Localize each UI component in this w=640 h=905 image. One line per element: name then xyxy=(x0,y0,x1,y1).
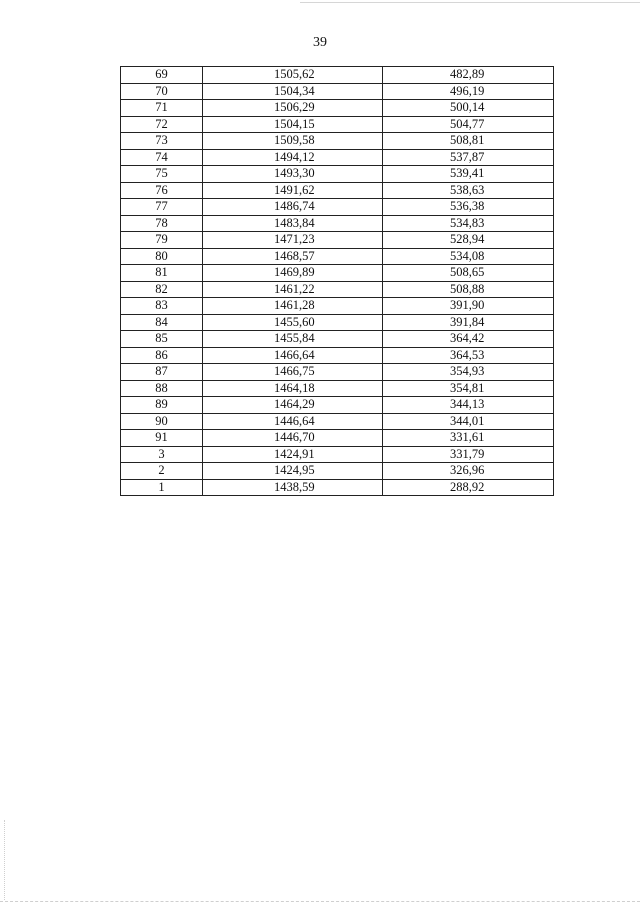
table-row xyxy=(121,67,554,84)
x-coordinate-cell: 1469,89 xyxy=(203,265,383,282)
point-number-cell: 88 xyxy=(121,380,203,397)
y-coordinate-cell: 354,93 xyxy=(383,364,554,381)
point-number-cell: 76 xyxy=(121,182,203,199)
table-row xyxy=(121,463,554,480)
table-row xyxy=(121,116,554,133)
point-number-cell: 79 xyxy=(121,232,203,249)
x-coordinate-cell: 1506,29 xyxy=(203,100,383,117)
point-number-cell: 85 xyxy=(121,331,203,348)
point-number-cell: 84 xyxy=(121,314,203,331)
point-number-cell: 1 xyxy=(121,479,203,496)
table-row xyxy=(121,347,554,364)
coordinates-table xyxy=(120,66,554,496)
point-number-cell: 91 xyxy=(121,430,203,447)
x-coordinate-cell: 1438,59 xyxy=(203,479,383,496)
point-number-cell: 2 xyxy=(121,463,203,480)
x-coordinate-cell: 1483,84 xyxy=(203,215,383,232)
scan-edge-top xyxy=(300,2,640,3)
coordinates-table-body xyxy=(121,67,554,496)
table-row xyxy=(121,83,554,100)
table-row xyxy=(121,248,554,265)
x-coordinate-cell: 1461,22 xyxy=(203,281,383,298)
x-coordinate-cell: 1464,18 xyxy=(203,380,383,397)
y-coordinate-cell: 534,08 xyxy=(383,248,554,265)
table-row xyxy=(121,314,554,331)
table-row xyxy=(121,133,554,150)
point-number-cell: 87 xyxy=(121,364,203,381)
table-row xyxy=(121,298,554,315)
table-row xyxy=(121,182,554,199)
point-number-cell: 80 xyxy=(121,248,203,265)
point-number-cell: 82 xyxy=(121,281,203,298)
point-number-cell: 78 xyxy=(121,215,203,232)
y-coordinate-cell: 504,77 xyxy=(383,116,554,133)
x-coordinate-cell: 1468,57 xyxy=(203,248,383,265)
y-coordinate-cell: 391,84 xyxy=(383,314,554,331)
point-number-cell: 3 xyxy=(121,446,203,463)
y-coordinate-cell: 364,42 xyxy=(383,331,554,348)
table-row xyxy=(121,215,554,232)
x-coordinate-cell: 1424,95 xyxy=(203,463,383,480)
table-row xyxy=(121,100,554,117)
x-coordinate-cell: 1446,64 xyxy=(203,413,383,430)
x-coordinate-cell: 1424,91 xyxy=(203,446,383,463)
y-coordinate-cell: 344,01 xyxy=(383,413,554,430)
y-coordinate-cell: 508,88 xyxy=(383,281,554,298)
y-coordinate-cell: 528,94 xyxy=(383,232,554,249)
x-coordinate-cell: 1493,30 xyxy=(203,166,383,183)
x-coordinate-cell: 1471,23 xyxy=(203,232,383,249)
point-number-cell: 77 xyxy=(121,199,203,216)
x-coordinate-cell: 1505,62 xyxy=(203,67,383,84)
point-number-cell: 70 xyxy=(121,83,203,100)
x-coordinate-cell: 1455,60 xyxy=(203,314,383,331)
table-row xyxy=(121,166,554,183)
x-coordinate-cell: 1486,74 xyxy=(203,199,383,216)
y-coordinate-cell: 496,19 xyxy=(383,83,554,100)
point-number-cell: 89 xyxy=(121,397,203,414)
table-row xyxy=(121,430,554,447)
table-row xyxy=(121,199,554,216)
point-number-cell: 90 xyxy=(121,413,203,430)
point-number-cell: 71 xyxy=(121,100,203,117)
y-coordinate-cell: 344,13 xyxy=(383,397,554,414)
x-coordinate-cell: 1466,75 xyxy=(203,364,383,381)
table-row xyxy=(121,380,554,397)
scan-edge-left xyxy=(4,820,5,900)
x-coordinate-cell: 1455,84 xyxy=(203,331,383,348)
y-coordinate-cell: 354,81 xyxy=(383,380,554,397)
y-coordinate-cell: 508,65 xyxy=(383,265,554,282)
table-row xyxy=(121,413,554,430)
y-coordinate-cell: 391,90 xyxy=(383,298,554,315)
table-row xyxy=(121,281,554,298)
table-row xyxy=(121,331,554,348)
table-row xyxy=(121,446,554,463)
x-coordinate-cell: 1491,62 xyxy=(203,182,383,199)
page-number: 39 xyxy=(313,35,327,50)
table-row xyxy=(121,265,554,282)
y-coordinate-cell: 536,38 xyxy=(383,199,554,216)
coordinates-table-container xyxy=(120,66,553,496)
table-row xyxy=(121,479,554,496)
y-coordinate-cell: 331,79 xyxy=(383,446,554,463)
table-row xyxy=(121,397,554,414)
point-number-cell: 86 xyxy=(121,347,203,364)
point-number-cell: 69 xyxy=(121,67,203,84)
x-coordinate-cell: 1504,34 xyxy=(203,83,383,100)
table-row xyxy=(121,149,554,166)
point-number-cell: 73 xyxy=(121,133,203,150)
point-number-cell: 74 xyxy=(121,149,203,166)
x-coordinate-cell: 1466,64 xyxy=(203,347,383,364)
y-coordinate-cell: 538,63 xyxy=(383,182,554,199)
y-coordinate-cell: 534,83 xyxy=(383,215,554,232)
x-coordinate-cell: 1504,15 xyxy=(203,116,383,133)
x-coordinate-cell: 1461,28 xyxy=(203,298,383,315)
y-coordinate-cell: 288,92 xyxy=(383,479,554,496)
x-coordinate-cell: 1509,58 xyxy=(203,133,383,150)
point-number-cell: 75 xyxy=(121,166,203,183)
y-coordinate-cell: 500,14 xyxy=(383,100,554,117)
scan-edge-bottom xyxy=(0,901,640,902)
point-number-cell: 72 xyxy=(121,116,203,133)
y-coordinate-cell: 539,41 xyxy=(383,166,554,183)
y-coordinate-cell: 326,96 xyxy=(383,463,554,480)
point-number-cell: 83 xyxy=(121,298,203,315)
table-row xyxy=(121,364,554,381)
x-coordinate-cell: 1446,70 xyxy=(203,430,383,447)
y-coordinate-cell: 364,53 xyxy=(383,347,554,364)
y-coordinate-cell: 508,81 xyxy=(383,133,554,150)
x-coordinate-cell: 1464,29 xyxy=(203,397,383,414)
y-coordinate-cell: 331,61 xyxy=(383,430,554,447)
y-coordinate-cell: 537,87 xyxy=(383,149,554,166)
point-number-cell: 81 xyxy=(121,265,203,282)
table-row xyxy=(121,232,554,249)
y-coordinate-cell: 482,89 xyxy=(383,67,554,84)
x-coordinate-cell: 1494,12 xyxy=(203,149,383,166)
